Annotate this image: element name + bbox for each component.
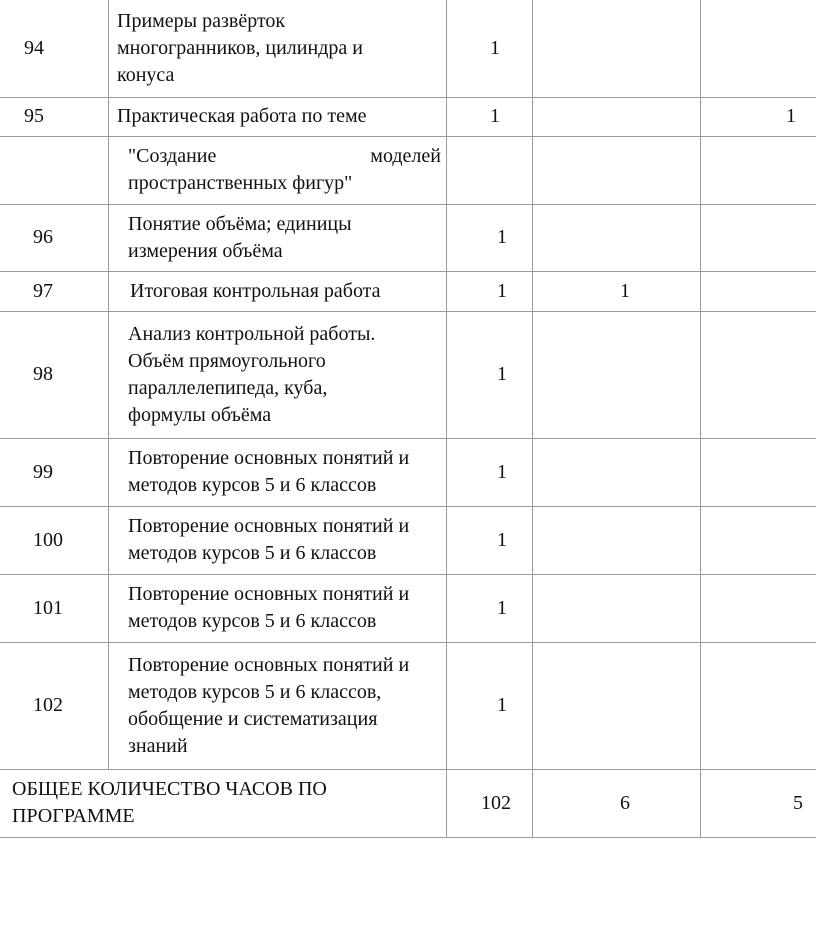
row-number-cell bbox=[24, 0, 104, 97]
row-divider bbox=[0, 506, 816, 507]
row-number: 95 bbox=[24, 105, 44, 127]
topic-text-cell bbox=[130, 271, 455, 311]
topic-text-cell bbox=[128, 506, 453, 574]
topic-text: Понятие объёма; единицы измерения объёма bbox=[128, 212, 352, 262]
hours-value: 1 bbox=[497, 226, 507, 248]
column-divider bbox=[532, 0, 533, 837]
hours-value-cell bbox=[490, 97, 530, 136]
topic-text-cell bbox=[128, 204, 453, 271]
topic-text-cell bbox=[128, 311, 453, 438]
row-number-cell bbox=[33, 204, 113, 271]
hours-value: 1 bbox=[490, 37, 500, 59]
hours-value-cell bbox=[497, 311, 537, 438]
row-number-cell bbox=[33, 438, 113, 506]
row-number: 100 bbox=[33, 528, 63, 551]
hours-value: 1 bbox=[490, 105, 500, 127]
topic-text: Повторение основных понятий и методов курсов 5 и 6 классов, обобщение и систематизация знаний bbox=[128, 653, 410, 757]
topic-text-cell bbox=[128, 438, 453, 506]
hours-value-cell bbox=[490, 0, 530, 97]
row-number-cell bbox=[33, 574, 113, 642]
hours-value-cell bbox=[497, 438, 537, 506]
row-divider bbox=[0, 438, 816, 439]
hours-value-cell bbox=[497, 204, 537, 271]
topic-text: Практическая работа по теме bbox=[117, 105, 367, 127]
row-number-cell bbox=[33, 642, 113, 769]
row-number: 99 bbox=[33, 460, 53, 483]
total-hours: 102 bbox=[481, 791, 511, 814]
hours-value-cell bbox=[497, 642, 537, 769]
topic-text-cell bbox=[128, 574, 453, 642]
topic-text: Анализ контрольной работы. Объём прямоугольного параллелепипеда, куба, формулы объёма bbox=[128, 322, 376, 426]
topic-text: Повторение основных понятий и методов курсов 5 и 6 классов bbox=[128, 583, 410, 632]
row-number-cell bbox=[33, 271, 113, 311]
row-divider bbox=[0, 271, 816, 272]
topic-text: "Создание моделей пространственных фигур" bbox=[128, 145, 441, 194]
control-value-cell bbox=[620, 271, 660, 311]
column-divider bbox=[700, 0, 701, 837]
hours-value: 1 bbox=[497, 279, 507, 302]
row-divider bbox=[0, 574, 816, 575]
topic-text-cell bbox=[128, 642, 453, 769]
hours-value: 1 bbox=[497, 460, 507, 483]
row-divider bbox=[0, 136, 816, 137]
row-divider bbox=[0, 642, 816, 643]
control-value: 1 bbox=[620, 279, 630, 302]
practical-value-cell bbox=[786, 97, 816, 136]
row-divider bbox=[0, 837, 816, 838]
total-control: 6 bbox=[620, 791, 630, 814]
row-number-cell bbox=[33, 506, 113, 574]
column-divider bbox=[446, 0, 447, 837]
topic-text-cell bbox=[117, 0, 442, 97]
topic-text: Итоговая контрольная работа bbox=[130, 279, 381, 302]
hours-value-cell bbox=[497, 574, 537, 642]
topic-text-cell bbox=[117, 97, 442, 136]
topic-text: Повторение основных понятий и методов курсов 5 и 6 классов bbox=[128, 515, 410, 564]
row-number-cell bbox=[24, 97, 104, 136]
column-divider bbox=[108, 0, 109, 769]
row-number: 96 bbox=[33, 226, 53, 248]
hours-value: 1 bbox=[497, 363, 507, 385]
hours-value: 1 bbox=[497, 694, 507, 716]
hours-value-cell bbox=[497, 506, 537, 574]
topic-text: Повторение основных понятий и методов курсов 5 и 6 классов bbox=[128, 447, 410, 496]
total-practical: 5 bbox=[793, 791, 803, 814]
total-label-cell bbox=[12, 769, 442, 837]
row-number-cell bbox=[33, 311, 113, 438]
total-label: ОБЩЕЕ КОЛИЧЕСТВО ЧАСОВ ПО ПРОГРАММЕ bbox=[12, 778, 327, 827]
topic-text: Примеры развёрток многогранников, цилиндра и конуса bbox=[117, 10, 363, 86]
row-divider bbox=[0, 97, 816, 98]
row-number: 94 bbox=[24, 37, 44, 59]
total-control-cell bbox=[620, 769, 660, 837]
row-number: 102 bbox=[33, 694, 63, 716]
topic-text-cell bbox=[128, 136, 441, 204]
row-number: 98 bbox=[33, 363, 53, 385]
row-divider bbox=[0, 769, 816, 770]
hours-value: 1 bbox=[497, 596, 507, 619]
practical-value: 1 bbox=[786, 105, 796, 127]
total-hours-cell bbox=[481, 769, 531, 837]
row-number: 101 bbox=[33, 596, 63, 619]
row-number: 97 bbox=[33, 279, 53, 302]
row-divider bbox=[0, 311, 816, 312]
hours-value: 1 bbox=[497, 528, 507, 551]
row-divider bbox=[0, 204, 816, 205]
hours-value-cell bbox=[497, 271, 537, 311]
total-practical-cell bbox=[793, 769, 813, 837]
